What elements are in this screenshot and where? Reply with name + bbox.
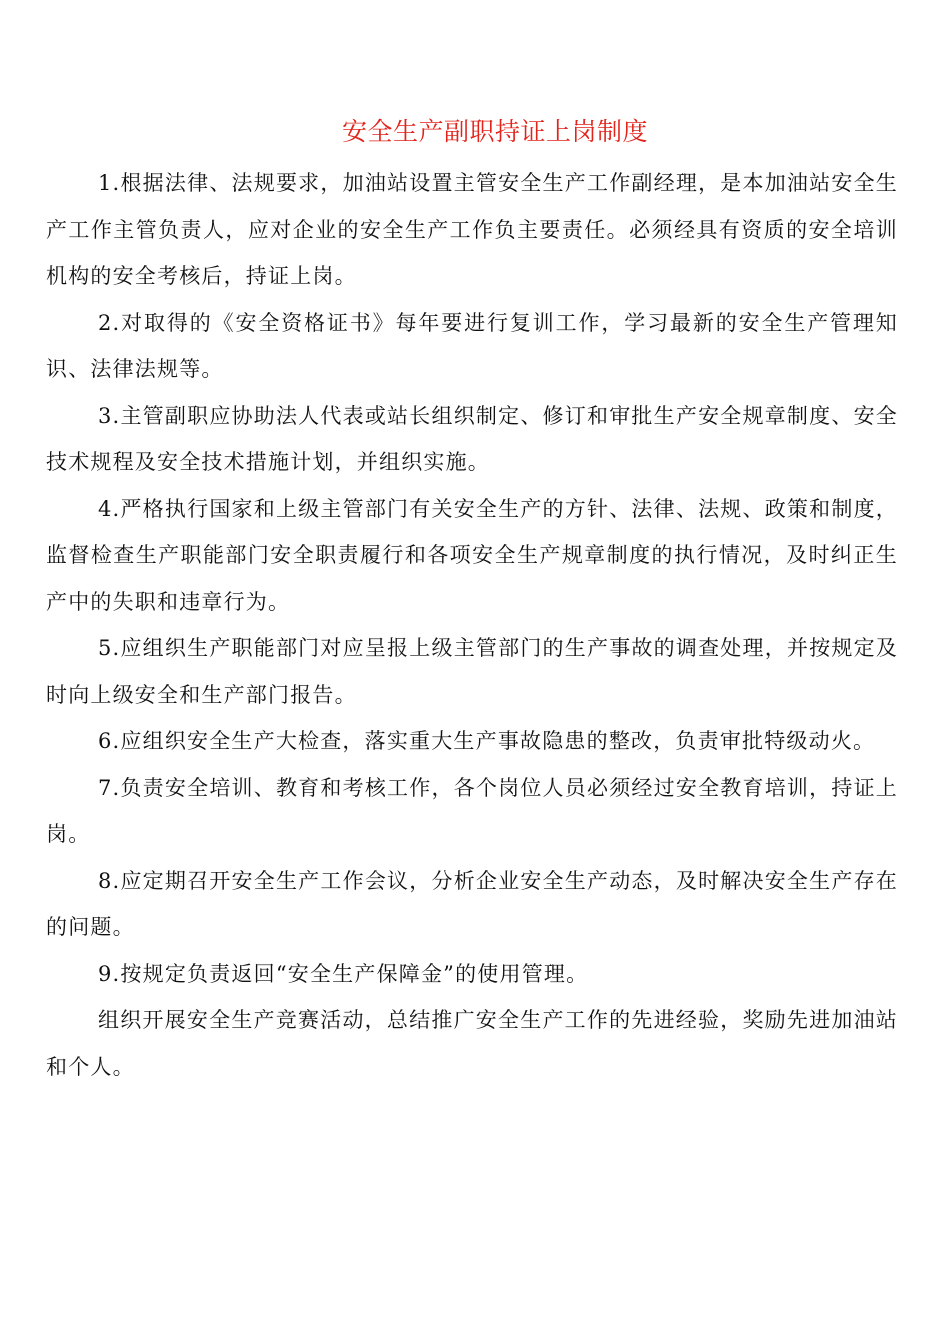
paragraph-9: 9.按规定负责返回“安全生产保障金”的使用管理。	[98, 961, 589, 986]
paragraph-7: 7.负责安全培训、教育和考核工作，各个岗位人员必须经过安全教育培训，持证上岗。	[46, 775, 898, 846]
paragraph-4: 4.严格执行国家和上级主管部门有关安全生产的方针、法律、法规、政策和制度，监督检查生产职能部门安全职责履行和各项安全生产规章制度的执行情况，及时纠正生产中的失职和违章行为。	[46, 496, 898, 614]
document-title: 安全生产副职持证上岗制度	[341, 117, 648, 146]
paragraph-5: 5.应组织生产职能部门对应呈报上级主管部门的生产事故的调查处理，并按规定及时向上级安全和生产部门报告。	[46, 636, 898, 707]
paragraph-8: 8.应定期召开安全生产工作会议，分析企业安全生产动态，及时解决安全生产存在的问题。	[46, 868, 898, 939]
paragraph-6: 6.应组织安全生产大检查，落实重大生产事故隐患的整改，负责审批特级动火。	[98, 729, 876, 753]
paragraph-3: 3.主管副职应协助法人代表或站长组织制定、修订和审批生产安全规章制度、安全技术规程及安全技术措施计划，并组织实施。	[46, 403, 898, 474]
paragraph-10: 组织开展安全生产竞赛活动，总结推广安全生产工作的先进经验，奖励先进加油站和个人。	[46, 1008, 898, 1079]
paragraph-2: 2.对取得的《安全资格证书》每年要进行复训工作，学习最新的安全生产管理知识、法律法规等。	[46, 310, 898, 381]
document-body	[46, 160, 898, 1090]
paragraph-1: 1.根据法律、法规要求，加油站设置主管安全生产工作副经理，是本加油站安全生产工作主管负责人，应对企业的安全生产工作负主要责任。必须经具有资质的安全培训机构的安全考核后，持证上岗。	[46, 171, 898, 288]
